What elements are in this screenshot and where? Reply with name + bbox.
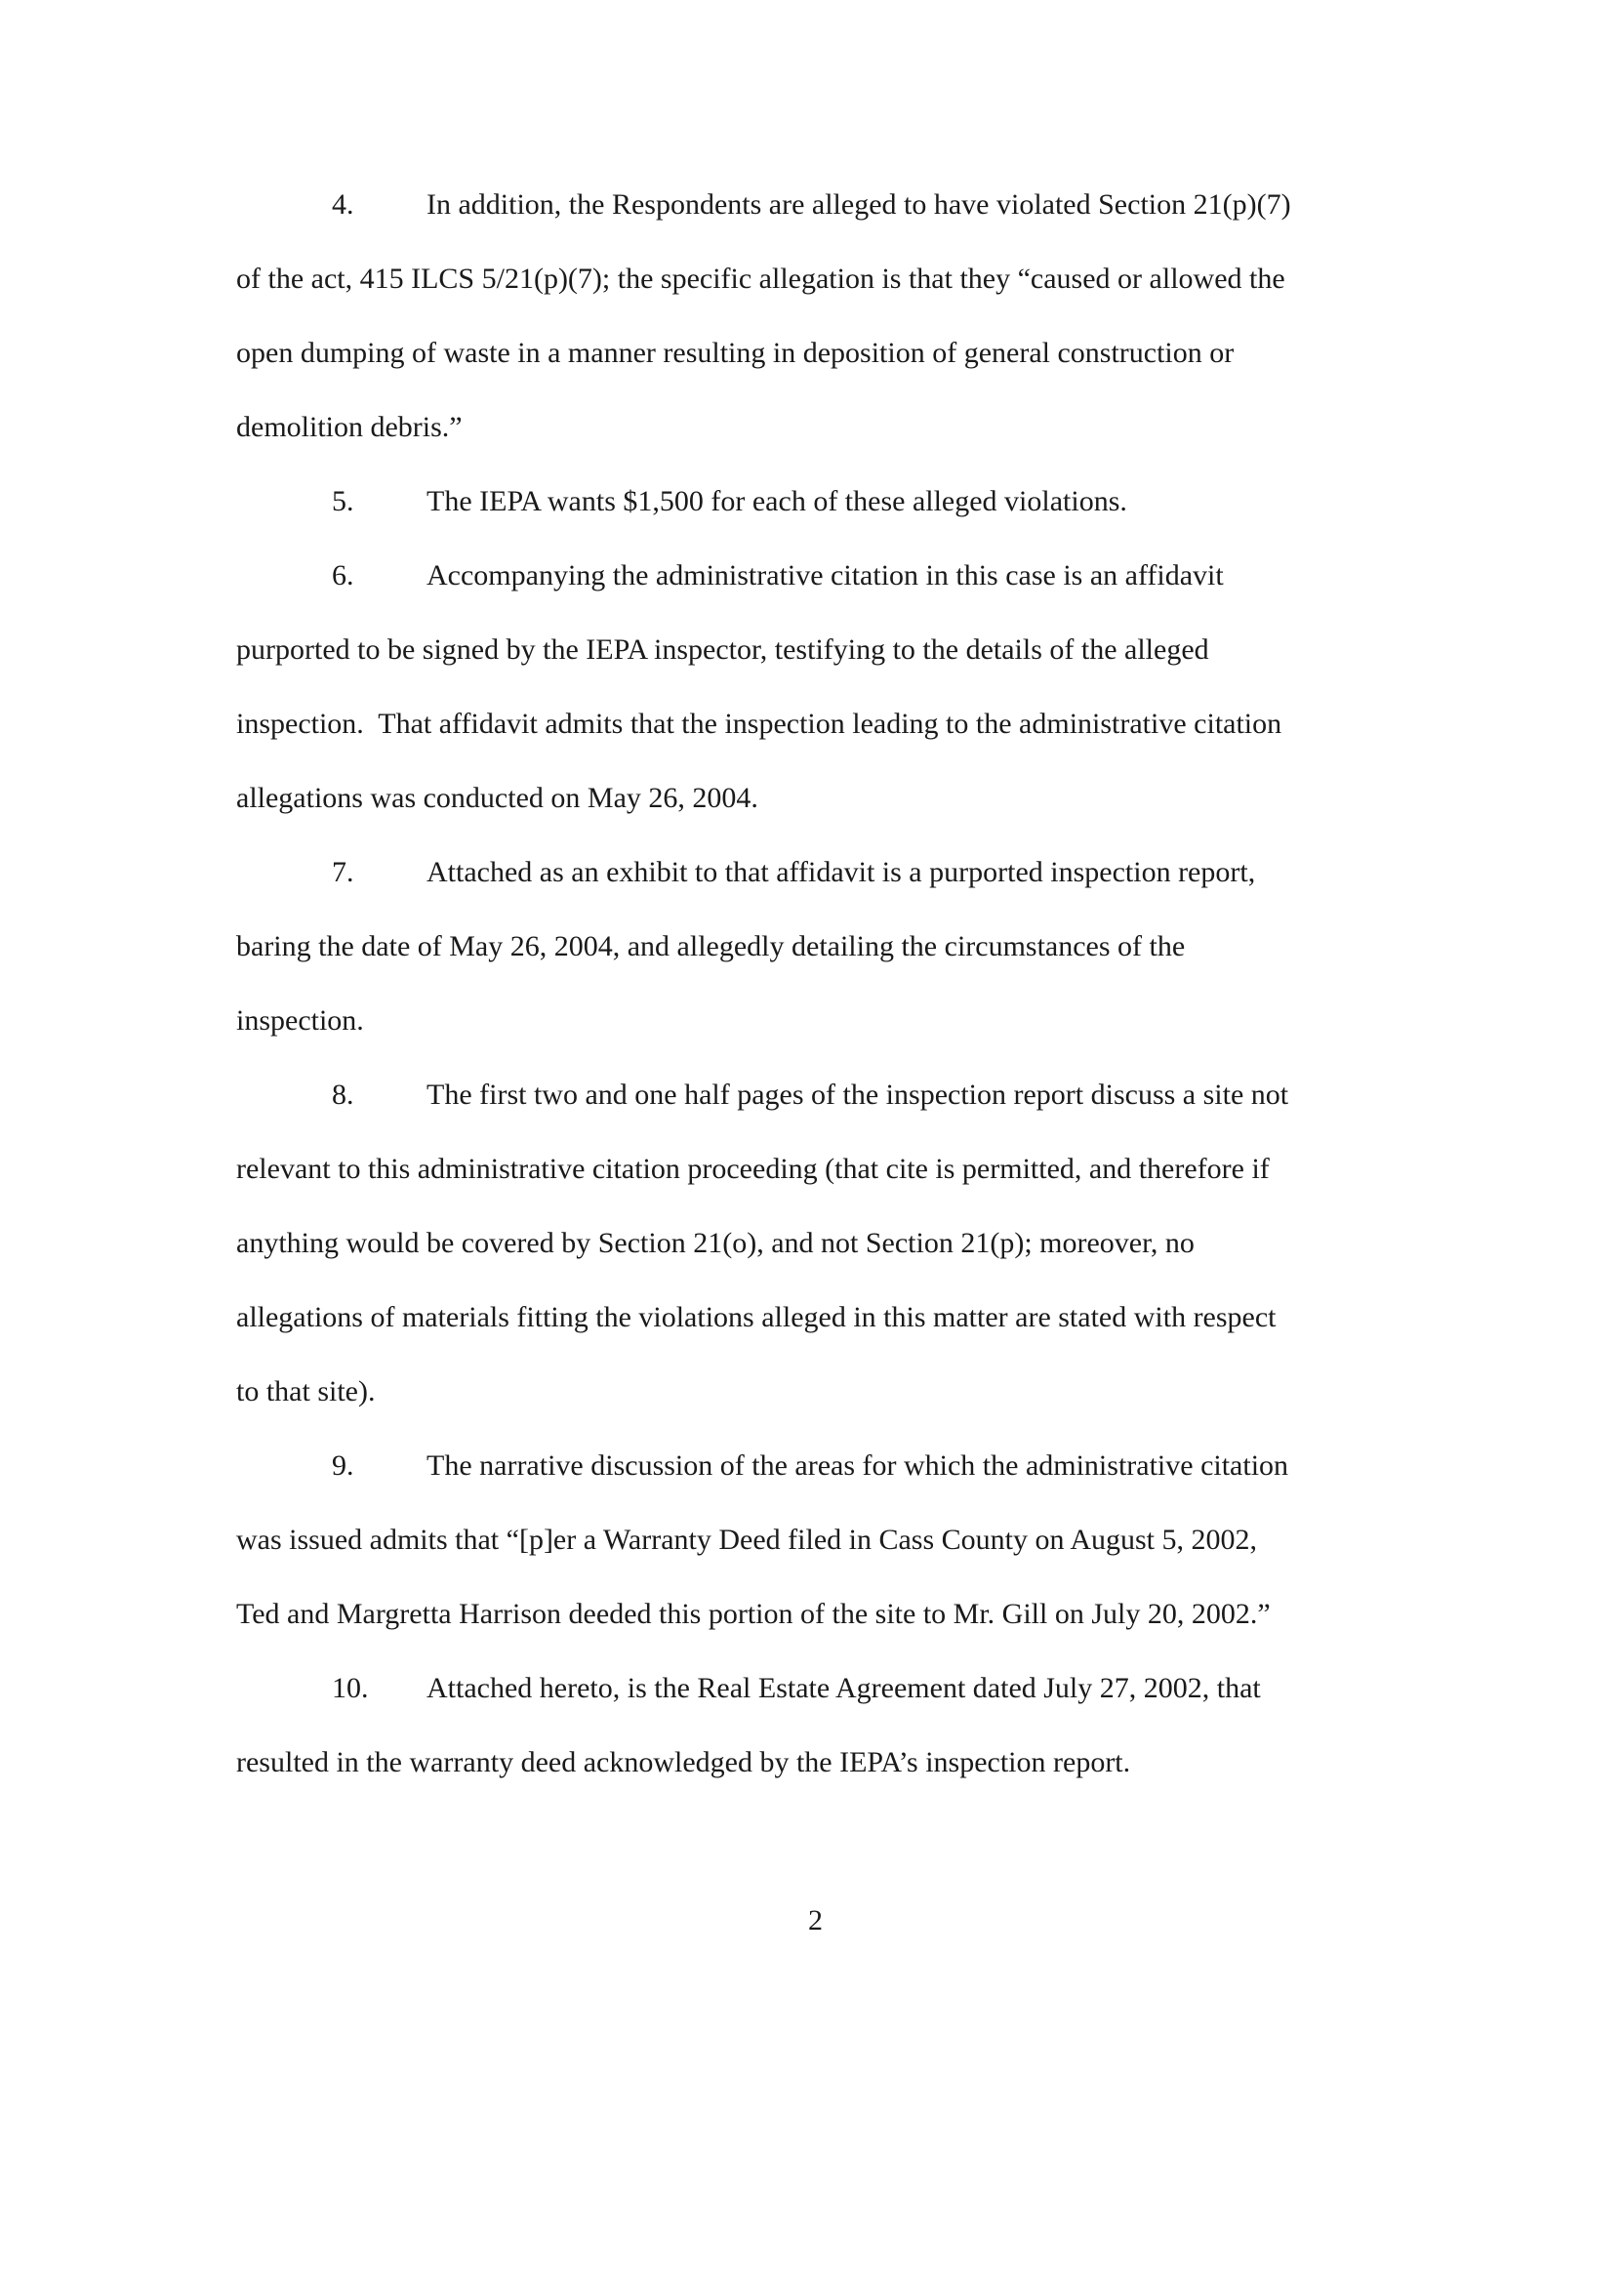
paragraph-line: open dumping of waste in a manner resulting in deposition of general construction or: [236, 337, 1235, 369]
paragraph-8: [236, 1072, 1437, 1443]
paragraph-line: [236, 552, 1437, 627]
paragraph-line: baring the date of May 26, 2004, and allegedly detailing the circumstances of the: [236, 930, 1186, 962]
page-number: 2: [808, 1904, 823, 1936]
document-body: [236, 182, 1437, 1813]
paragraph-line: to that site).: [236, 1375, 376, 1407]
paragraph-line: [236, 1072, 1437, 1146]
paragraph-line: inspection. That affidavit admits that the inspection leading to the administrative citation: [236, 708, 1282, 740]
paragraph-number: 10.: [332, 1672, 369, 1704]
paragraph-7: [236, 849, 1437, 1072]
line-text: The first two and one half pages of the inspection report discuss a site not: [426, 1079, 1289, 1111]
paragraph-line: Ted and Margretta Harrison deeded this portion of the site to Mr. Gill on July 20, 2002.”: [236, 1598, 1271, 1630]
line-text: The IEPA wants $1,500 for each of these alleged violations.: [426, 485, 1127, 517]
line-text: Accompanying the administrative citation in this case is an affidavit: [426, 559, 1224, 591]
paragraph-line: [236, 478, 1437, 552]
paragraph-line: purported to be signed by the IEPA inspector, testifying to the details of the alleged: [236, 633, 1209, 666]
paragraph-number: 9.: [332, 1449, 354, 1482]
line-text: Attached as an exhibit to that affidavit is a purported inspection report,: [426, 856, 1256, 888]
paragraph-number: 6.: [332, 559, 354, 591]
paragraph-6: [236, 552, 1437, 849]
paragraph-line: relevant to this administrative citation proceeding (that cite is permitted, and therefore if: [236, 1153, 1270, 1185]
paragraph-line: was issued admits that “[p]er a Warranty Deed filed in Cass County on August 5, 2002,: [236, 1524, 1258, 1556]
line-text: The narrative discussion of the areas for which the administrative citation: [426, 1449, 1289, 1482]
paragraph-line: resulted in the warranty deed acknowledged by the IEPA’s inspection report.: [236, 1746, 1131, 1778]
paragraph-line: demolition debris.”: [236, 411, 463, 443]
line-text: In addition, the Respondents are alleged to have violated Section 21(p)(7): [426, 188, 1291, 221]
paragraph-line: [236, 1665, 1437, 1739]
paragraph-4: [236, 182, 1437, 478]
paragraph-line: [236, 182, 1437, 256]
paragraph-line: [236, 1443, 1437, 1517]
paragraph-line: allegations of materials fitting the violations alleged in this matter are stated with respect: [236, 1301, 1277, 1333]
paragraph-5: [236, 478, 1437, 552]
paragraph-line: anything would be covered by Section 21(o), and not Section 21(p); moreover, no: [236, 1227, 1195, 1259]
paragraph-number: 5.: [332, 485, 354, 517]
paragraph-line: allegations was conducted on May 26, 2004.: [236, 782, 758, 814]
paragraph-line: [236, 849, 1437, 923]
paragraph-line: of the act, 415 ILCS 5/21(p)(7); the specific allegation is that they “caused or allowed the: [236, 263, 1285, 295]
paragraph-number: 8.: [332, 1079, 354, 1111]
line-text: Attached hereto, is the Real Estate Agreement dated July 27, 2002, that: [426, 1672, 1261, 1704]
paragraph-10: [236, 1665, 1437, 1813]
paragraph-9: [236, 1443, 1437, 1665]
paragraph-number: 4.: [332, 188, 354, 221]
paragraph-line: inspection.: [236, 1004, 364, 1037]
paragraph-number: 7.: [332, 856, 354, 888]
